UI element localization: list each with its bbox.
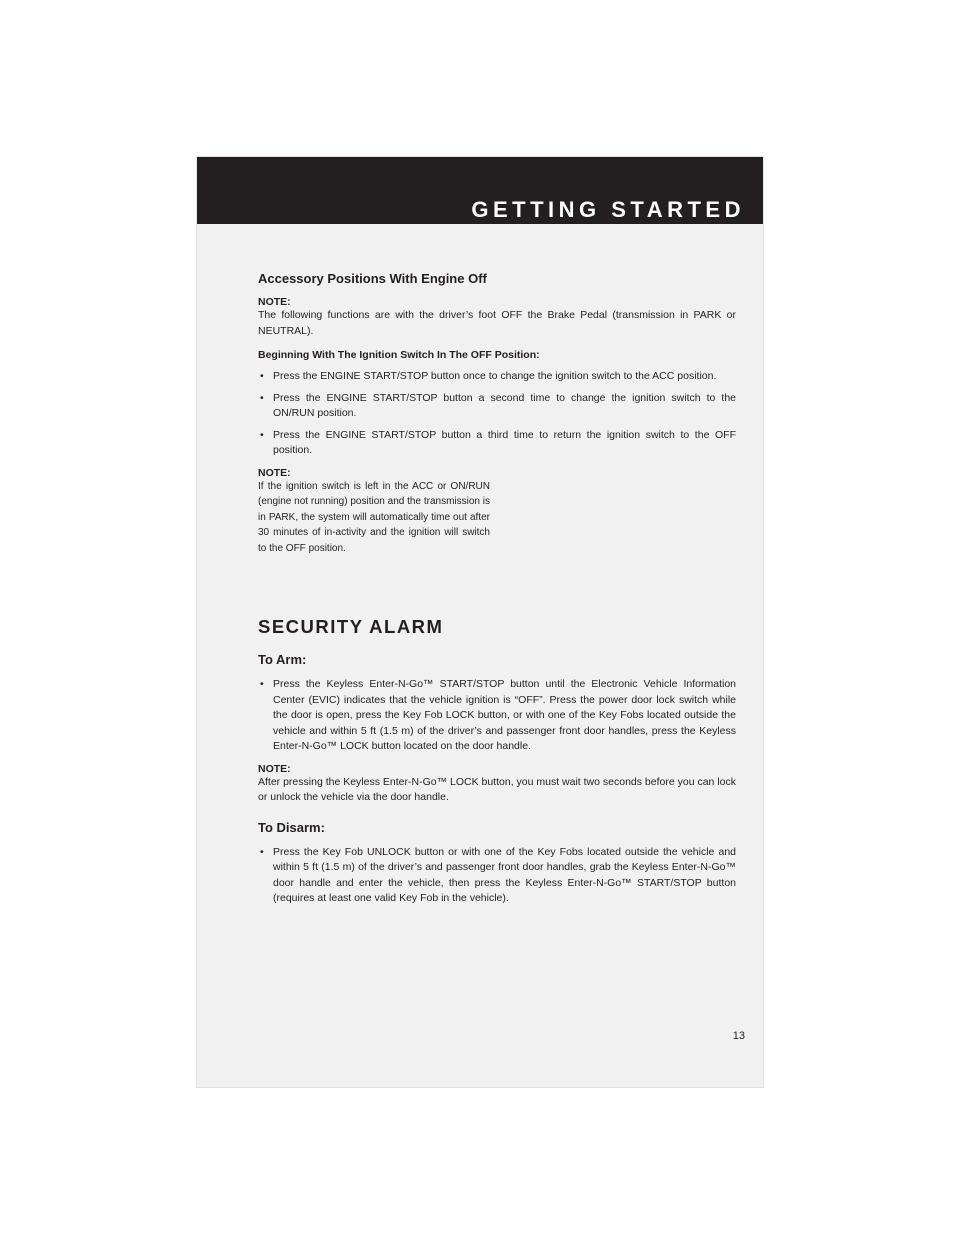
note-label: NOTE: [258,762,291,775]
lock-note [258,763,736,806]
accessory-heading: Accessory Positions With Engine Off [258,271,487,286]
list-item: • Press the ENGINE START/STOP button a second time to change the ignition switch to the ON/RUN position. [258,391,736,422]
note-label: NOTE: [258,466,291,479]
disarm-bullet-list [258,845,736,907]
list-item: • Press the Key Fob UNLOCK button or with one of the Key Fobs located outside the vehicle and within 5 ft (1.5 m) of the driver’s and passenger front door handles, grab the Keyless Enter-N-Go™ door handle and enter the vehicle, then press the Keyless Enter-N-Go™ START/STOP button (requires at least one valid Key Fob in the vehicle). [258,845,736,907]
arm-bullet-list [258,677,736,755]
page-content [197,271,763,913]
list-item: • Press the Keyless Enter-N-Go™ START/STOP button until the Electronic Vehicle Information Center (EVIC) indicates that the vehicle ignition is “OFF”. Press the power door lock switch while the door is open, press the Key Fob LOCK button, or with one of the Key Fobs located outside the vehicle and within 5 ft (1.5 m) of the driver’s and passenger front door handles, press the Keyless Enter-N-Go™ LOCK button located on the door handle. [258,677,736,755]
list-item: • Press the ENGINE START/STOP button once to change the ignition switch to the ACC position. [258,369,736,385]
page-number: 13 [732,1030,745,1042]
note-text: If the ignition switch is left in the ACC or ON/RUN (engine not running) position and the transmission is in PARK, the system will automatically time out after 30 minutes of in-activity and the ignition will switch to the OFF position. [258,480,490,554]
timeout-note [258,467,736,557]
security-alarm-heading: SECURITY ALARM [258,616,444,637]
to-arm-heading: To Arm: [258,652,307,667]
list-item: • Press the ENGINE START/STOP button a third time to return the ignition switch to the OFF position. [258,428,736,459]
to-disarm-heading: To Disarm: [258,819,325,835]
section-title: GETTING STARTED [471,197,745,222]
note-text: After pressing the Keyless Enter-N-Go™ LOCK button, you must wait two seconds before you can lock or unlock the vehicle via the door handle. [258,775,736,803]
ignition-intro: Beginning With The Ignition Switch In The OFF Position: [258,349,540,361]
accessory-bullet-list [258,369,736,459]
section-header-bar [197,157,763,224]
note-label: NOTE: [258,296,291,308]
note-text: The following functions are with the driver’s foot OFF the Brake Pedal (transmission in PARK or NEUTRAL). [258,309,736,337]
manual-page [197,157,763,1087]
